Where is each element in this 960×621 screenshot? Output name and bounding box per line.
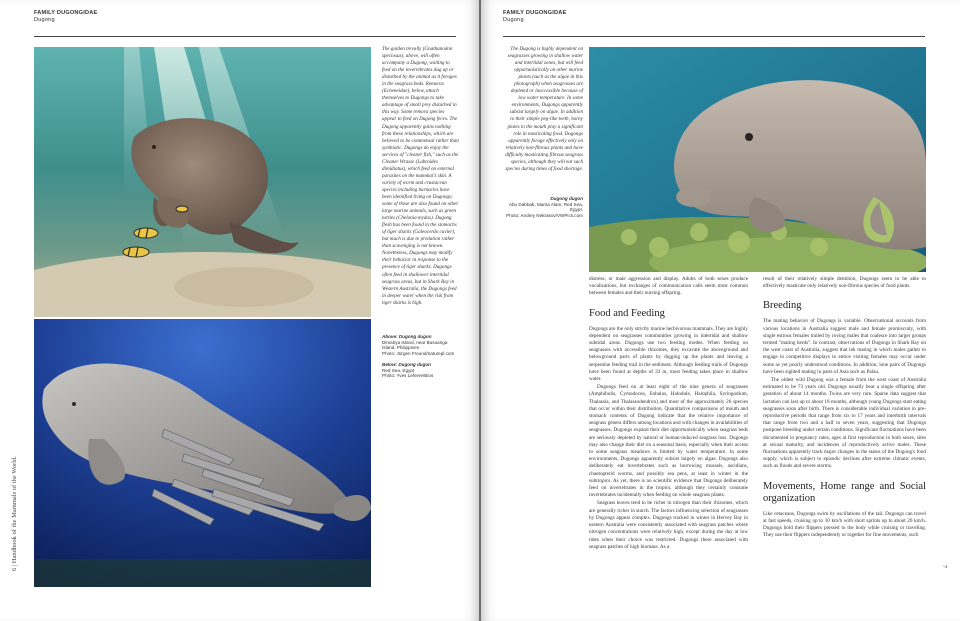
credit-above-label: Above: Dugong dugon [382,334,432,339]
left-page [0,0,479,621]
credit-below-location: Red Sea, Egypt [382,367,415,373]
right-header-species: Dugong [503,17,524,23]
movements-heading: Movements, Home range and Social organization [763,480,926,504]
col2-paragraph-1: The mating behavior of Dugongs is variable. Observational accounts from various locations in Australia suggest male and female promiscuity, with single estrous females trailed by roving males that coalesce into larger groups termed "mating herds". In contrast, observations of Dugongs in Shark Bay on the west coast of Australia, suggest that lek mating in which males gather to engage in competitive displays to entice visiting females may occur under some as yet poorly understood conditions. In addition, lone pairs of Dugongs have been sighted mating in parts of Asia such as Palau. [763,318,926,375]
right-column-2 [763,276,926,540]
right-credit-photo: Photo: Andrey Nekrasov/VWPics.com [506,212,583,218]
credit-below-photo: Photo: Yves Lefevre/Bios [382,373,434,379]
right-photo-credit [505,196,583,218]
right-header-rule [503,36,925,37]
col2-paragraph-2: The oldest wild Dugong was a female from the west coast of Australia estimated to be 73 years old. Dugongs usually bear a single offspring after gestation of about 14 months. Twins are very rare. Sparse data suggest that lactation can last up to about 18 months, although young Dugongs start eating seagrasses soon after birth. There is considerable individual variation in pre-reproductive periods that range from six to 17 years and interbirth intervals that range from two and a half to seven years, suggesting that Dugongs postpone breeding under certain conditions. Significant fluctuations have been documented in pregnancy rates, ages at first reproduction in both sexes, sites at sexual maturity, and incidences of reproductively active males. These fluctuations apparently track major changes in the status of the Dugong's food supply, which is subject to episodic declines after extreme climatic events, such as floods and severe storms. [763,377,926,470]
col2-intro: result of their relatively simple dentition, Dugongs seem to be able to effectively masticate only relatively non-fibrous species of food plants. [763,276,926,290]
right-page [481,0,960,621]
right-credit-location: Abu Dabbab, Marsa Alam, Red Sea, Egypt. [508,201,583,213]
right-page-number: 7 [941,564,949,569]
dugong-algae-photo [589,47,926,272]
col2-paragraph-3: Like cetaceans, Dugongs swim by oscillations of the tail. Dugongs can travel at fast speeds, cruising up to 10 km/h with short sprints up to about 20 km/h. Dugongs hold their flippers pressed to the body while cruising or traveling. They use their flippers independently or together for fine movements, such [763,510,926,539]
credit-below-label: Below: Dugong dugon [382,362,431,367]
left-credit-below [382,362,459,379]
left-photo-caption: The golden trevally (Gnathanodon speciosus), above, will often accompany a Dugong, waiting to feed on the invertebrates dug up or disturbed by the animal as it forages in the seagrass beds. Remoras (Echeneidae), below, attach themselves to Dugongs to take advantage of small prey disturbed in this way. Some remora species appear to feed on Dugong feces. The Dugong apparently gains nothing from these relationships, which are believed to be commensal rather than symbiotic. Dugongs do enjoy the services of "cleaner fish," such as the Cleaner Wrasse (Labroides dimidiatus), which feed on external parasites on the mammal's skin. A variety of worm and crustacean species including barnacles have been identified living on Dugongs; some of these are also found on other large marine animals, such as green turtles (Chelonia mydas). Dugong flesh has been found in the stomachs of tiger sharks (Galeocerdo cuvier), but much is due to predation rather than scavenging is not known. Nonetheless, Dugongs may modify their behavior in response to the presence of tiger sharks. Dugongs often feed in shallower intertidal seagrass areas, but in Shark Bay in Western Australia, the Dugongs feed in deeper water when the risk from tiger sharks is high. [382,46,459,306]
dugong-trevally-photo [34,47,371,317]
right-header-family: FAMILY DUGONGIDAE [503,10,567,16]
col1-paragraph-1: Dugongs are the only strictly marine herbivorous mammals. They are highly dependent on seagrasses communities growing in intertidal and shallow subtidal areas. Dugongs use two feeding modes. When feeding on seagrasses with accessible rhizomes, they excavate the aboveground and belowground parts of plants by digging up the plants and leaving a serpentine feeding trail in the sediment. Although feeding trails of Dugongs have been found at depths of 33 m, most feeding takes place in shallow water. [589,325,748,383]
credit-above-photo: Photo: Jürgen Freund/naturepl.com [382,350,455,356]
food-feeding-heading: Food and Feeding [589,307,665,319]
left-header-family: FAMILY DUGONGIDAE [34,10,98,16]
left-header-species: Dugong [34,17,55,23]
right-photo-caption: The Dugong is highly dependent on seagrasses growing in shallow water and intertidal zones, but will feed opportunistically on other marine plants (such as the algae in this photograph) when seagrasses are depleted or inaccessible because of low water temperature. In some environments, Dugongs apparently subsist largely on algae. In addition to their simple peg-like teeth, horny plates in the mouth play a significant role in masticating food. Dugongs apparently forage effectively only on relatively non-fibrous plants and have difficulty masticating fibrous seagrass species, although they will eat such species during times of food shortage. [505,46,583,172]
left-running-header [34,10,97,24]
right-credit-label: Dugong dugon [550,196,583,201]
col1-paragraph-2: Dugongs feed on at least eight of the nine genera of seagrasses (Amphibolis, Cymodocea, Enhalus, Halodule, Halophila, Syringodium, Thalassia, and Thalassodendron) and most of the approximately 26 species that occur within their distribution. Quantitative comparisons of mouth and stomach contents of Dugong indicate that the relative importance of seagrass genera differs among locations and with changes in availabilities of seagrasses. Dugongs expand their diet opportunistically when seagrass beds are seriously depleted by natural or human-induced seagrass loss. Dugongs may also change their diet on a seasonal basis, especially when their access to some seagrass meadows is limited by water temperature. In some environments, Dugongs apparently subsist largely on algae. Dugongs also deliberately eat invertebrates such as burrowing mussels, ascidians, chaetopterid worms, and possibly sea pens, at least in winter in the subtropics. As yet, there is no scientific evidence that Dugongs deliberately feed on invertebrates in the tropics, although they certainly consume invertebrates incidentally when feeding on whole seagrass plants. [589,384,748,499]
breeding-heading: Breeding [763,300,802,312]
credit-above-location: Dimalrya Island, near Busuanga Island, Philippines [382,339,448,351]
col1-intro: distress, or male aggression and display. Adults of both sexes produce vocalizations, but exchanges of communication calls seem most common between females and their nursing offspring. [589,276,748,297]
left-header-rule [34,36,456,37]
left-page-footer: 6 | Handbook of the Mammals of the World. [11,456,18,571]
col1-paragraph-3: Seagrass leaves tend to be richer in nitrogen than their rhizomes, which are generally richer in starch. The factors influencing selection of seagrasses by Dugongs appear complex. Dugongs tracked in winter in Hervey Bay in eastern Australia were consistently associated with seagrass patches where nitrogen concentrations were relatively high, except during the day at low tides when their choice was restricted. Dugongs there associated with seagrass patches of high biomass. As a [589,500,748,550]
right-running-header [503,10,566,24]
left-credit-above [382,334,459,356]
dugong-remora-photo [34,319,371,587]
right-column-1 [589,276,748,552]
